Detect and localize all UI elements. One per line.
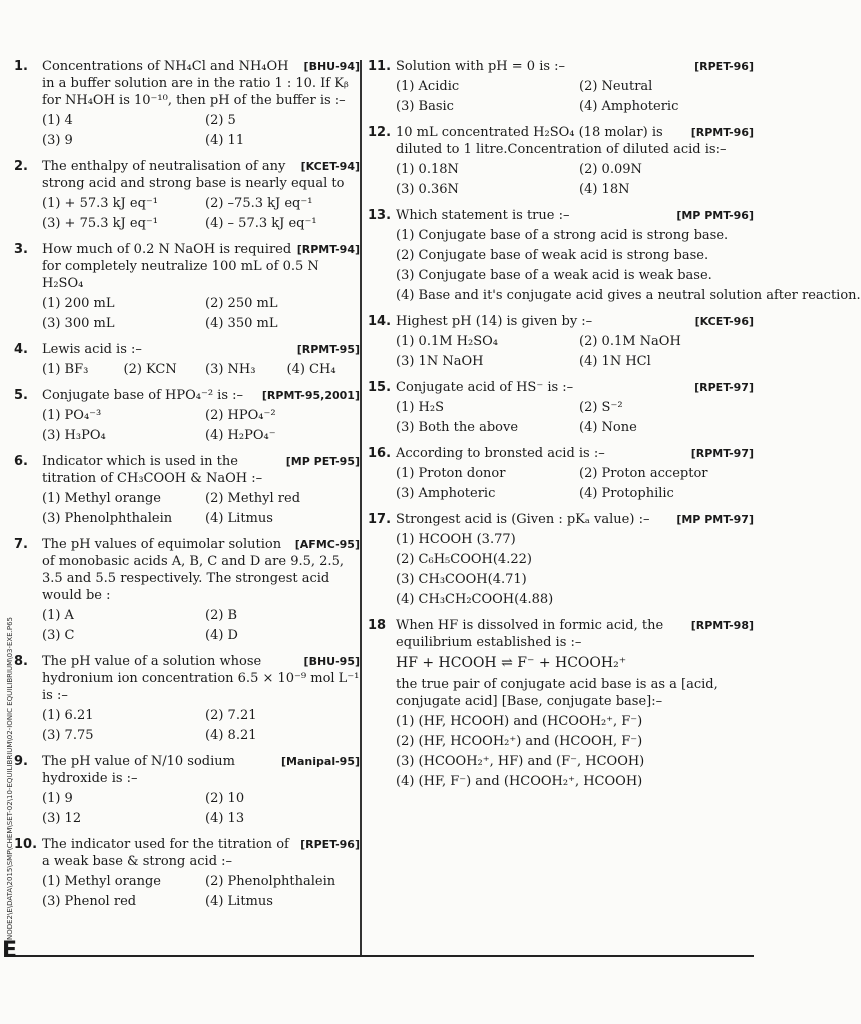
option-1: (1) BF₃ (42, 362, 89, 377)
exam-source: [RPMT-97] (690, 447, 754, 460)
question-stem (396, 445, 754, 462)
stem-text: Conjugate acid of HS⁻ is :– (396, 380, 574, 395)
options-list (42, 790, 360, 827)
footer-letter: E (2, 938, 18, 963)
option-1: (1) HCOOH (3.77) (396, 532, 516, 547)
question-number: 16. (368, 446, 392, 461)
options-list (396, 465, 754, 502)
question-stem (396, 617, 754, 651)
options-list (42, 112, 360, 149)
option-4: (4) D (205, 628, 238, 643)
option-4: (4) None (579, 420, 637, 435)
question-number: 5. (14, 388, 28, 403)
right-column (368, 58, 861, 799)
option-2: (2) S⁻² (579, 400, 623, 415)
option-1: (1) Conjugate base of a strong acid is strong base. (396, 228, 729, 243)
question-17 (368, 511, 754, 608)
exam-source: [RPMT-98] (690, 619, 754, 632)
stem-text: Which statement is true :– (396, 208, 570, 223)
footer-rule (14, 955, 754, 957)
option-2: (2) 7.21 (205, 708, 257, 723)
option-1: (1) PO₄⁻³ (42, 408, 102, 423)
options-list (42, 490, 360, 527)
option-3: (3) Conjugate base of a weak acid is weak base. (396, 268, 712, 283)
option-3: (3) Basic (396, 99, 454, 114)
question-number: 15. (368, 380, 392, 395)
stem-text: The enthalpy of neutralisation of any strong acid and strong base is nearly equal to (42, 159, 345, 191)
question-number: 17. (368, 512, 392, 527)
question-4 (14, 341, 360, 378)
question-stem (42, 536, 360, 604)
question-7 (14, 536, 360, 644)
stem-text: The pH value of a solution whose hydronium ion concentration 6.5 × 10⁻⁹ mol L⁻¹ is :– (42, 654, 360, 703)
question-stem (42, 387, 360, 404)
options-list (42, 607, 360, 644)
option-1: (1) 4 (42, 113, 73, 128)
option-3: (3) 9 (42, 133, 73, 148)
question-stem (42, 753, 360, 787)
question-1 (14, 58, 360, 149)
question-number: 1. (14, 59, 28, 74)
option-2: (2) 0.1M NaOH (579, 334, 681, 349)
exam-source: [MP PMT-97] (676, 513, 754, 526)
option-1: (1) (HF, HCOOH) and (HCOOH₂⁺, F⁻) (396, 714, 643, 729)
question-10 (14, 836, 360, 910)
question-number: 11. (368, 59, 392, 74)
option-3: (3) 12 (42, 811, 82, 826)
option-1: (1) 0.1M H₂SO₄ (396, 334, 498, 349)
question-11 (368, 58, 754, 115)
question-stem (396, 58, 754, 75)
options-list (396, 227, 861, 304)
option-4: (4) Amphoteric (579, 99, 679, 114)
option-4: (4) Base and it's conjugate acid gives a neutral solution after reaction. (396, 288, 861, 303)
stem-text: Concentrations of NH₄Cl and NH₄OH in a buffer solution are in the ratio 1 : 10. If Kᵦ for NH₄OH is 10⁻¹⁰, then pH of the buffer is :– (42, 59, 349, 108)
exam-source: [Manipal-95] (281, 755, 360, 768)
option-3: (3) NH₃ (205, 362, 256, 377)
question-stem (42, 836, 360, 870)
side-file-path: NODE2\E\DATA\2015\SMP\CHEM\SET-02\10-EQUILIBRIUM\02-IONIC EQUILIBRIUM\03-EXE.P65 (6, 617, 14, 940)
option-1: (1) A (42, 608, 74, 623)
question-stem (42, 158, 360, 192)
option-2: (2) –75.3 kJ eq⁻¹ (205, 196, 313, 211)
option-3: (3) 7.75 (42, 728, 94, 743)
option-1: (1) 9 (42, 791, 73, 806)
option-2: (2) Proton acceptor (579, 466, 708, 481)
option-2: (2) (HF, HCOOH₂⁺) and (HCOOH, F⁻) (396, 734, 643, 749)
option-4: (4) 11 (205, 133, 245, 148)
question-number: 8. (14, 654, 28, 669)
question-12 (368, 124, 754, 198)
option-2: (2) 0.09N (579, 162, 642, 177)
question-number: 7. (14, 537, 28, 552)
option-2: (2) Conjugate base of weak acid is strong base. (396, 248, 709, 263)
exam-source: [RPMT-95] (296, 343, 360, 356)
equilibrium-equation: HF + HCOOH ⇌ F⁻ + HCOOH₂⁺ (396, 655, 627, 671)
stem-text: Solution with pH = 0 is :– (396, 59, 566, 74)
stem-text: 10 mL concentrated H₂SO₄ (18 molar) is diluted to 1 litre.Concentration of diluted acid is:– (396, 125, 727, 157)
option-1: (1) Acidic (396, 79, 460, 94)
option-3: (3) CH₃COOH(4.71) (396, 572, 527, 587)
question-stem (396, 511, 754, 528)
option-4: (4) 1N HCl (579, 354, 651, 369)
option-1: (1) Methyl orange (42, 491, 161, 506)
stem-text: Lewis acid is :– (42, 342, 142, 357)
question-number: 3. (14, 242, 28, 257)
option-3: (3) C (42, 628, 75, 643)
option-4: (4) Protophilic (579, 486, 674, 501)
options-list (42, 195, 360, 232)
exam-source: [RPMT-94] (296, 243, 360, 256)
question-number: 12. (368, 125, 392, 140)
option-4: (4) 13 (205, 811, 245, 826)
option-4: (4) 18N (579, 182, 630, 197)
question-stem (42, 341, 360, 358)
option-3: (3) Phenolphthalein (42, 511, 173, 526)
question-5 (14, 387, 360, 444)
question-stem (42, 653, 360, 704)
question-number: 2. (14, 159, 28, 174)
stem-text: The indicator used for the titration of a weak base & strong acid :– (42, 837, 289, 869)
question-number: 9. (14, 754, 28, 769)
question-number: 14. (368, 314, 392, 329)
question-stem (396, 207, 754, 224)
exam-source: [RPMT-95,2001] (261, 389, 360, 402)
option-2: (2) Phenolphthalein (205, 874, 336, 889)
option-4: (4) CH₄ (286, 362, 336, 377)
exam-source: [RPMT-96] (690, 126, 754, 139)
option-3: (3) (HCOOH₂⁺, HF) and (F⁻, HCOOH) (396, 754, 645, 769)
question-number: 6. (14, 454, 28, 469)
exam-source: [RPET-96] (694, 60, 754, 73)
option-2: (2) B (205, 608, 238, 623)
option-2: (2) HPO₄⁻² (205, 408, 276, 423)
option-1: (1) 0.18N (396, 162, 459, 177)
question-13 (368, 207, 861, 304)
options-list (396, 531, 754, 608)
exam-source: [KCET-96] (694, 315, 754, 328)
option-1: (1) + 57.3 kJ eq⁻¹ (42, 196, 158, 211)
stem-text: Indicator which is used in the titration of CH₃COOH & NaOH :– (42, 454, 263, 486)
option-4: (4) 350 mL (205, 316, 278, 331)
option-3: (3) H₃PO₄ (42, 428, 106, 443)
exam-source: [BHU-95] (303, 655, 360, 668)
option-4: (4) (HF, F⁻) and (HCOOH₂⁺, HCOOH) (396, 774, 643, 789)
option-2: (2) KCN (123, 362, 177, 377)
options-list (42, 295, 360, 332)
option-2: (2) Neutral (579, 79, 653, 94)
options-list (396, 161, 754, 198)
options-list (396, 333, 754, 370)
question-6 (14, 453, 360, 527)
question-3 (14, 241, 360, 332)
question-number: 18 (368, 618, 387, 633)
question-2 (14, 158, 360, 232)
option-4: (4) 8.21 (205, 728, 257, 743)
question-stem (42, 453, 360, 487)
stem-text: Highest pH (14) is given by :– (396, 314, 593, 329)
option-4: (4) Litmus (205, 511, 273, 526)
option-3: (3) 300 mL (42, 316, 115, 331)
question-stem-continued: the true pair of conjugate acid base is as a [acid, conjugate acid] [Base, conjugate base]:– (396, 677, 718, 709)
question-stem (396, 313, 754, 330)
option-3: (3) 0.36N (396, 182, 459, 197)
question-8 (14, 653, 360, 744)
exam-source: [RPET-96] (300, 838, 360, 851)
options-list (396, 78, 754, 115)
option-4: (4) Litmus (205, 894, 273, 909)
option-3: (3) Phenol red (42, 894, 137, 909)
question-stem (396, 124, 754, 158)
stem-text: Conjugate base of HPO₄⁻² is :– (42, 388, 244, 403)
question-14 (368, 313, 754, 370)
options-list (396, 399, 754, 436)
exam-source: [MP PMT-96] (676, 209, 754, 222)
option-4: (4) CH₃CH₂COOH(4.88) (396, 592, 554, 607)
question-15 (368, 379, 754, 436)
option-4: (4) – 57.3 kJ eq⁻¹ (205, 216, 317, 231)
option-3: (3) + 75.3 kJ eq⁻¹ (42, 216, 158, 231)
option-2: (2) 10 (205, 791, 245, 806)
option-2: (2) 5 (205, 113, 236, 128)
exam-source: [AFMC-95] (294, 538, 360, 551)
option-2: (2) 250 mL (205, 296, 278, 311)
question-18 (368, 617, 754, 790)
exam-source: [KCET-94] (300, 160, 360, 173)
question-number: 4. (14, 342, 28, 357)
option-1: (1) 6.21 (42, 708, 94, 723)
question-9 (14, 753, 360, 827)
question-stem (396, 379, 754, 396)
options-list (42, 707, 360, 744)
question-stem (42, 58, 360, 109)
option-1: (1) Proton donor (396, 466, 506, 481)
exam-source: [MP PET-95] (285, 455, 360, 468)
question-number: 10. (14, 837, 38, 852)
stem-text: When HF is dissolved in formic acid, the equilibrium established is :– (396, 618, 664, 650)
option-2: (2) C₆H₅COOH(4.22) (396, 552, 532, 567)
column-divider (360, 60, 362, 955)
stem-text: How much of 0.2 N NaOH is required for completely neutralize 100 mL of 0.5 N H₂SO₄ (42, 242, 319, 291)
exam-source: [RPET-97] (694, 381, 754, 394)
option-1: (1) Methyl orange (42, 874, 161, 889)
question-number: 13. (368, 208, 392, 223)
stem-text: The pH value of N/10 sodium hydroxide is :– (42, 754, 235, 786)
option-3: (3) Amphoteric (396, 486, 496, 501)
option-1: (1) 200 mL (42, 296, 115, 311)
option-2: (2) Methyl red (205, 491, 301, 506)
left-column (14, 58, 360, 919)
stem-text: The pH values of equimolar solution of monobasic acids A, B, C and D are 9.5, 2.5, 3.5 and 5.5 respectively. The strongest acid would be : (42, 537, 344, 603)
option-3: (3) Both the above (396, 420, 519, 435)
option-1: (1) H₂S (396, 400, 445, 415)
options-list (42, 873, 360, 910)
option-4: (4) H₂PO₄⁻ (205, 428, 276, 443)
exam-source: [BHU-94] (303, 60, 360, 73)
options-list (42, 361, 360, 378)
question-stem (42, 241, 360, 292)
options-list (42, 407, 360, 444)
question-16 (368, 445, 754, 502)
stem-text: According to bronsted acid is :– (396, 446, 605, 461)
options-list (396, 713, 754, 790)
stem-text: Strongest acid is (Given : pKₐ value) :– (396, 512, 650, 527)
option-3: (3) 1N NaOH (396, 354, 484, 369)
